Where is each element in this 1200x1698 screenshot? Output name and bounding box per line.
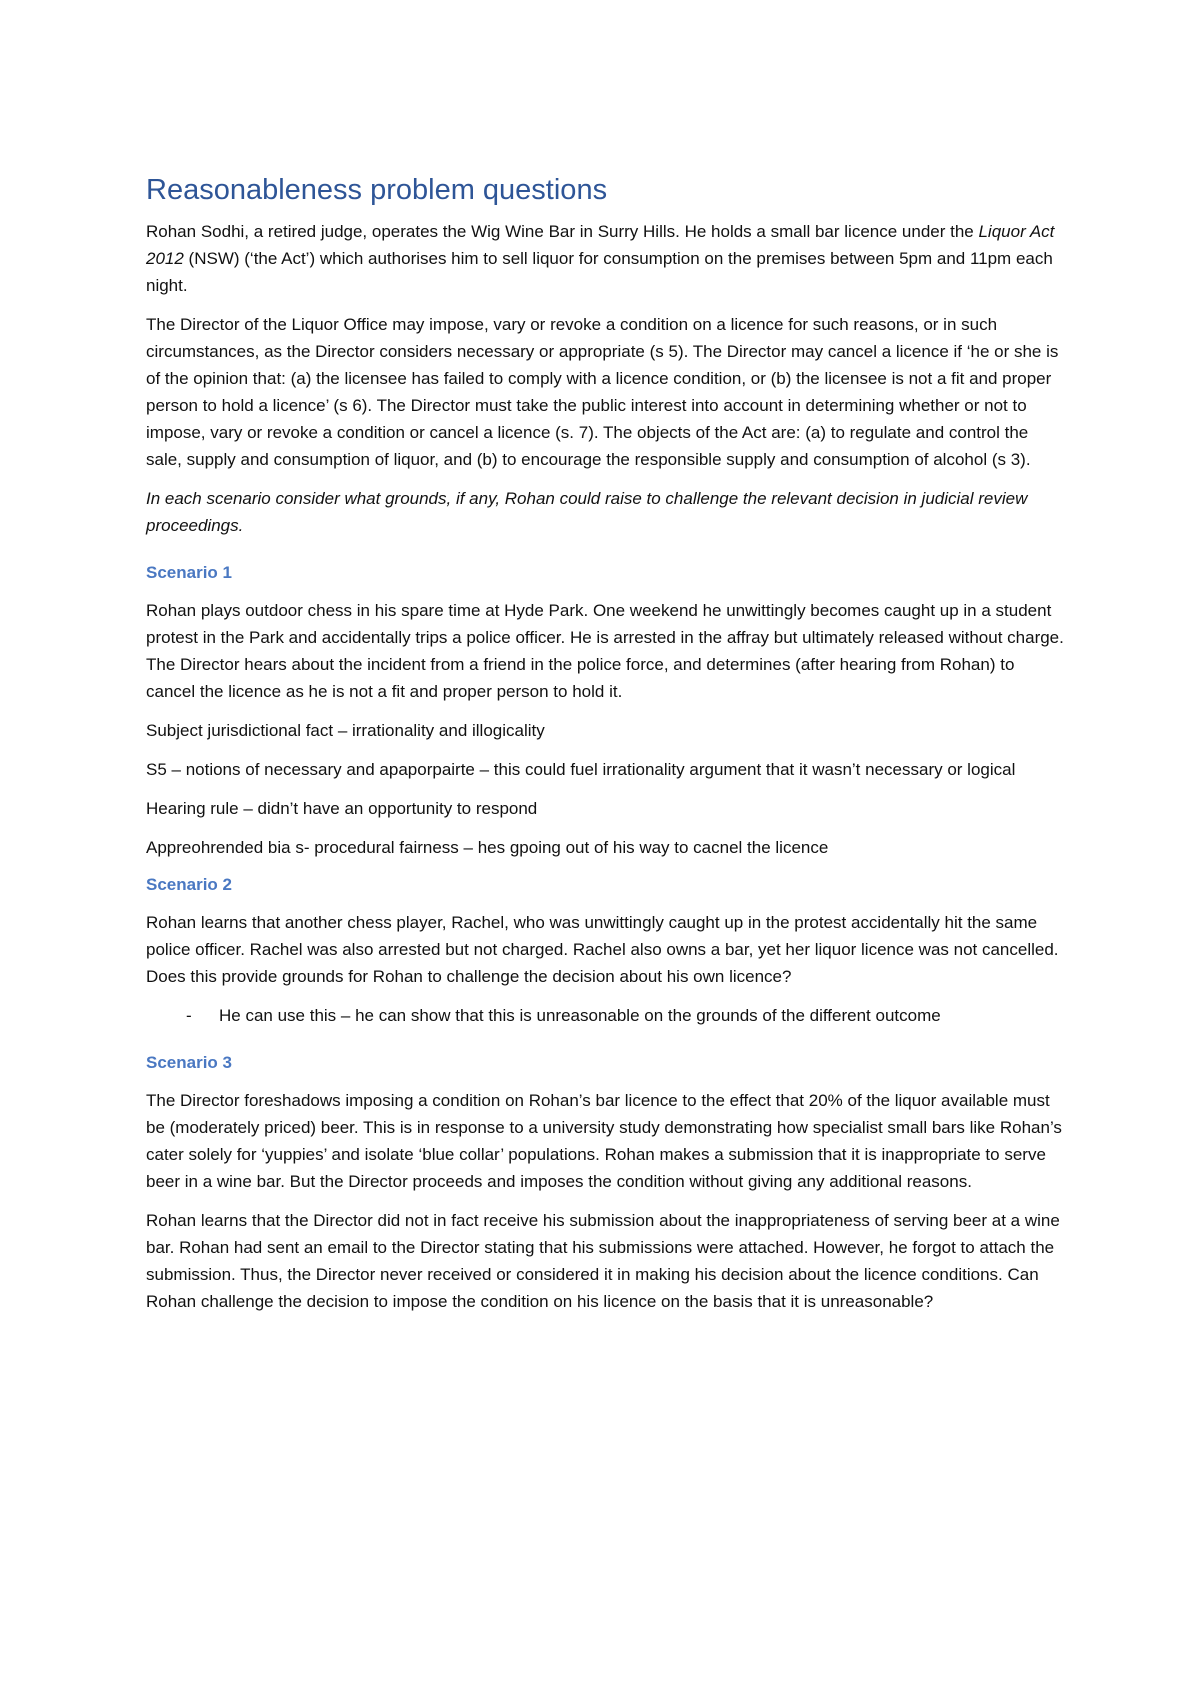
instruction-paragraph: In each scenario consider what grounds, if any, Rohan could raise to challenge the relevant decision in judicial review proceedings. (146, 489, 1028, 535)
scenario-1-text: Rohan plays outdoor chess in his spare time at Hyde Park. One weekend he unwittingly becomes caught up in a student protest in the Park and accidentally trips a police officer. He is arrested in the affray but ultimately released without charge. The Director hears about the incident from a friend in the police force, and determines (after hearing from Rohan) to cancel the licence as he is not a fit and proper person to hold it. (146, 601, 1064, 701)
intro-text-part-1: Rohan Sodhi, a retired judge, operates the Wig Wine Bar in Surry Hills. He holds a small bar licence under the (146, 222, 979, 241)
scenario-3-text-2: Rohan learns that the Director did not in fact receive his submission about the inappropriateness of serving beer at a wine bar. Rohan had sent an email to the Director stating that his submissions were attached. However, he forgot to attach the submission. Thus, the Director never received or considered it in making his decision about the licence conditions. Can Rohan challenge the decision to impose the condition on his licence on the basis that it is unreasonable? (146, 1211, 1060, 1311)
scenario-1-note: S5 – notions of necessary and apaporpairte – this could fuel irrationality argument that it wasn’t necessary or logical (146, 760, 1016, 779)
scenario-3-heading: Scenario 3 (146, 1053, 232, 1072)
scenario-2-text: Rohan learns that another chess player, Rachel, who was unwittingly caught up in the protest accidentally hit the same police officer. Rachel was also arrested but not charged. Rachel also owns a bar, yet her liquor licence was not cancelled. Does this provide grounds for Rohan to challenge the decision about his own licence? (146, 913, 1059, 986)
document-body (146, 170, 1066, 1327)
dash-bullet: - (186, 1006, 192, 1025)
scenario-3-text-1: The Director foreshadows imposing a condition on Rohan’s bar licence to the effect that 20% of the liquor available must be (moderately priced) beer. This is in response to a university study demonstrating how specialist small bars like Rohan’s cater solely for ‘yuppies’ and isolate ‘blue collar’ populations. Rohan makes a submission that it is inappropriate to serve beer in a wine bar. But the Director proceeds and imposes the condition without giving any additional reasons. (146, 1091, 1062, 1191)
scenario-1-note: Appreohrended bia s- procedural fairness – hes gpoing out of his way to cacnel the licence (146, 838, 829, 857)
intro-paragraph-2: The Director of the Liquor Office may impose, vary or revoke a condition on a licence for such reasons, or in such circumstances, as the Director considers necessary or appropriate (s 5). The Director may cancel a licence if ‘he or she is of the opinion that: (a) the licensee has failed to comply with a licence condition, or (b) the licensee is not a fit and proper person to hold a licence’ (s 6). The Director must take the public interest into account in determining whether or not to impose, vary or revoke a condition or cancel a licence (s. 7). The objects of the Act are: (a) to regulate and control the sale, supply and consumption of liquor, and (b) to encourage the responsible supply and consumption of alcohol (s 3). (146, 315, 1059, 469)
list-item-text: He can use this – he can show that this is unreasonable on the grounds of the different outcome (219, 1006, 941, 1025)
scenario-2-heading: Scenario 2 (146, 875, 232, 894)
document-title: Reasonableness problem questions (146, 174, 608, 206)
act-name: Liquor Act 2012 (146, 222, 1055, 268)
list-item (146, 1002, 1066, 1029)
intro-paragraph-1 (146, 218, 1066, 299)
scenario-1-note: Hearing rule – didn’t have an opportunity to respond (146, 799, 538, 818)
intro-text-part-2: (NSW) (‘the Act’) which authorises him to sell liquor for consumption on the premises between 5pm and 11pm each night. (146, 249, 1053, 295)
scenario-2-list (146, 1002, 1066, 1029)
scenario-1-note: Subject jurisdictional fact – irrationality and illogicality (146, 721, 545, 740)
scenario-1-heading: Scenario 1 (146, 563, 232, 582)
